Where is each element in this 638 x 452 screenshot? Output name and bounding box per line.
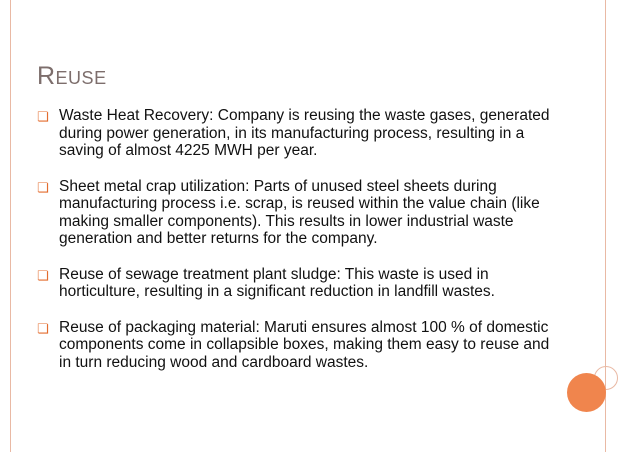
- bullet-icon: ❏: [37, 179, 49, 195]
- list-item: [37, 178, 557, 248]
- slide-title: Reuse: [37, 62, 107, 90]
- bullet-list: [37, 107, 557, 389]
- bullet-text: Sheet metal crap utilization: Parts of unused steel sheets during manufacturing process i.e. scrap, is reused within the value chain (like making smaller components). This results in lower industrial waste generation and better returns for the company.: [59, 177, 540, 247]
- bullet-icon: ❏: [37, 109, 49, 124]
- bullet-text: Reuse of packaging material: Maruti ensures almost 100 % of domestic components come in collapsible boxes, making them easy to reuse and in turn reducing wood and cardboard wastes.: [59, 318, 550, 371]
- bullet-icon: ❏: [37, 320, 49, 336]
- list-item: [37, 266, 557, 301]
- list-item: [37, 107, 557, 160]
- decorative-orange-circle: [567, 373, 606, 412]
- bullet-text: Waste Heat Recovery: Company is reusing the waste gases, generated during power generation, in its manufacturing process, resulting in a saving of almost 4225 MWH per year.: [59, 107, 550, 159]
- bullet-icon: ❏: [37, 267, 49, 283]
- list-item: [37, 319, 557, 372]
- bullet-text: Reuse of sewage treatment plant sludge: This waste is used in horticulture, resulting in a significant reduction in landfill wastes.: [59, 265, 495, 300]
